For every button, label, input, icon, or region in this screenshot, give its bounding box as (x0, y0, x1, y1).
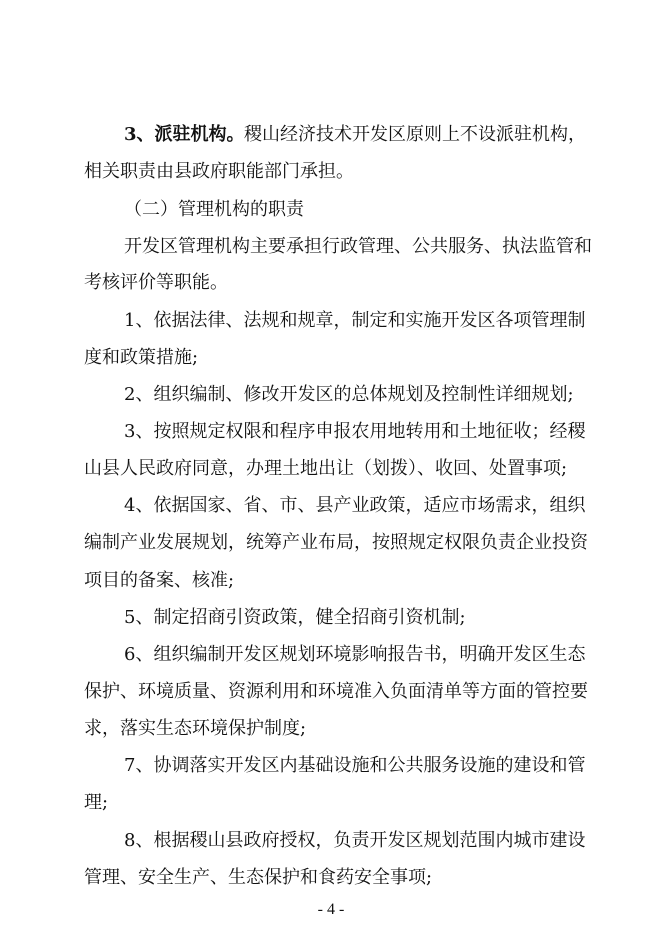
body-text: 4、依据国家、省、市、县产业政策，适应市场需求，组织 (124, 495, 586, 516)
body-text: 2、组织编制、修改开发区的总体规划及控制性详细规划; (124, 384, 574, 405)
body-text: 开发区管理机构主要承担行政管理、公共服务、执法监管和 (124, 236, 592, 257)
body-text: 相关职责由县政府职能部门承担。 (84, 161, 354, 182)
body-text: 保护、环境质量、资源利用和环境准入负面清单等方面的管控要 (84, 681, 588, 702)
body-text: 7、协调落实开发区内基础设施和公共服务设施的建设和管 (124, 755, 586, 776)
body-text: 理; (84, 792, 109, 813)
body-text: 山县人民政府同意，办理土地出让（划拨）、收回、处置事项; (84, 458, 568, 479)
body-text: 3、按照规定权限和程序申报农用地转用和土地征收；经稷 (124, 421, 586, 442)
body-text: 项目的备案、核准; (84, 570, 235, 591)
body-text: 考核评价等职能。 (84, 272, 228, 293)
body-text: 编制产业发展规划，统筹产业布局，按照规定权限负责企业投资 (84, 532, 588, 553)
body-text: 度和政策措施; (84, 347, 199, 368)
body-text: 6、组织编制开发区规划环境影响报告书，明确开发区生态 (124, 644, 586, 665)
body-text: 8、根据稷山县政府授权，负责开发区规划范围内城市建设 (124, 830, 586, 851)
body-text: 稷山经济技术开发区原则上不设派驻机构， (244, 124, 586, 145)
section-heading: （二）管理机构的职责 (124, 199, 304, 220)
body-text: 5、制定招商引资政策，健全招商引资机制; (124, 607, 466, 628)
body-text: 管理、安全生产、生态保护和食药安全事项; (84, 867, 433, 888)
body-text: 求，落实生态环境保护制度; (84, 718, 307, 739)
page-number: - 4 - (317, 901, 345, 918)
body-text: 1、依据法律、法规和规章，制定和实施开发区各项管理制 (124, 310, 586, 331)
item-heading: 3、派驻机构。 (124, 124, 245, 145)
